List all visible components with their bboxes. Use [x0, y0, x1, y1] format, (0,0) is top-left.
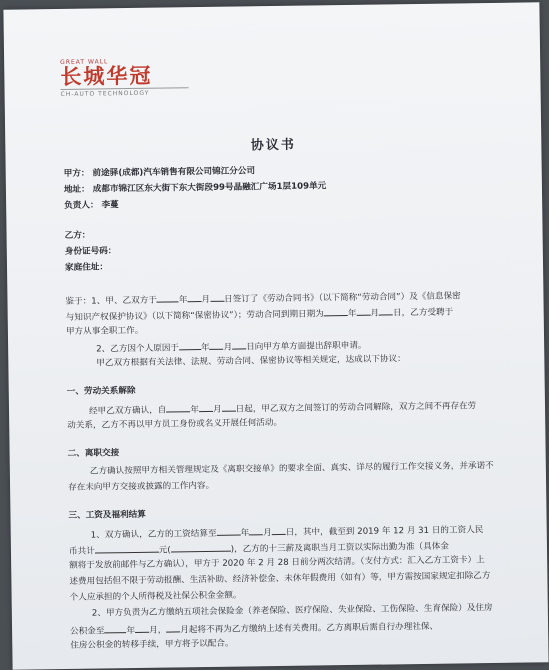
blank: [356, 307, 370, 316]
section-3-line-4: 述费用包括但不限于劳动报酬、生活补助、经济补偿金、未休年假费用（如有）等，甲方需按国家规定扣除乙方: [69, 571, 491, 587]
text: 日，乙方受聘于: [392, 307, 454, 319]
party-a-block: [64, 166, 255, 180]
blank: [166, 623, 180, 632]
section-3-line-1: [91, 523, 484, 541]
blank: [379, 306, 393, 315]
section-1-line-1: [89, 399, 476, 417]
text: 鉴于：1、甲、乙双方于: [65, 295, 157, 307]
blank: [324, 307, 348, 316]
text: 与知识产权保护协议》（以下简称“保密协议”）；劳动合同到期日期为: [65, 309, 324, 323]
text: 日，其中，截至到 2019 年 12 月 31 日的工资人民: [285, 525, 484, 538]
text: 月起将不再为乙方缴纳上述有关费用。乙方离职后需自行办理社保、: [180, 621, 439, 636]
document-title: 协议书: [250, 137, 296, 154]
logo-english-name: CH-AUTO TECHNOLOGY: [61, 87, 189, 98]
section-3-line-6: 2、甲方负责为乙方缴纳五项社会保险金（养老保险、医疗保险、失业保险、工伤保险、生育保险）及住房: [91, 603, 493, 619]
blank: [135, 624, 149, 633]
blank: [249, 526, 263, 535]
contract-page: [3, 2, 548, 669]
blank: [272, 526, 286, 535]
text: 经甲乙双方确认，自: [88, 405, 167, 417]
blank: [199, 403, 213, 412]
intro-line-3: 甲方从事全职工作。: [65, 325, 144, 337]
text: 日起，甲乙双方之间签订的劳动合同解除，双方之间不再存在劳: [235, 401, 477, 415]
text: 1、双方确认，乙方的工资结算至: [90, 528, 217, 541]
intro-line-4: [96, 339, 367, 356]
text: 年: [190, 405, 200, 416]
party-a-name: 前途驿(成都)汽车销售有限公司锦江分公司: [92, 166, 256, 179]
text: 年: [240, 528, 250, 539]
text: 月，: [149, 625, 167, 636]
text: 月: [370, 308, 380, 319]
text: 2、乙方因个人原因于: [96, 343, 180, 355]
blank: [166, 403, 190, 412]
section-3-line-2: [69, 540, 449, 558]
party-a-address: 成都市锦江区东大街下东大街段99号晶融汇广场1层109单元: [92, 181, 327, 195]
address-label: 地址：: [63, 184, 90, 195]
text: 日向甲方单方面提出辞职申请。: [246, 340, 367, 353]
party-b-home-label: 家庭住址：: [64, 262, 109, 273]
text: 年: [178, 295, 188, 306]
section-3-line-3: 额将于发放前邮件与乙方确认），甲方于 2020 年 2 月 28 日前分两次结清。（支付方式：汇入乙方工资卡）上: [69, 555, 485, 571]
party-a-label: 甲方：: [63, 168, 90, 179]
party-b-id-label: 身份证号码：: [64, 246, 117, 257]
section-3-line-5: 个人应承担的个人所得税及社保公积金金额。: [69, 590, 242, 603]
party-a-address-line: [64, 181, 326, 196]
section-3-line-7: [70, 620, 438, 638]
rep-label: 负责人：: [64, 200, 99, 211]
text: 公积金至: [70, 626, 105, 637]
section-1-line-2: 动关系，乙方不再以甲方员工身份或名义开展任何活动。: [67, 417, 283, 431]
text: 元(: [158, 545, 171, 556]
logo-chinese-name: 长城华冠: [60, 63, 153, 89]
blank: [209, 341, 223, 350]
text: 币共计: [68, 546, 95, 557]
blank: [216, 527, 240, 536]
section-3-heading: 三、工资及福利结算: [68, 509, 146, 521]
text: 月: [223, 342, 233, 353]
text: 月: [212, 404, 222, 415]
logo-top-text: GREAT WALL: [60, 58, 109, 66]
blank: [104, 624, 126, 633]
section-2-line-1: 乙方确认按照甲方相关管理规定及《离职交接单》的要求全面、真实、详尽的履行工作交接义务，并承诺不: [89, 460, 494, 477]
company-logo: [60, 57, 189, 98]
text: 年: [126, 625, 136, 637]
party-a-rep-line: [64, 200, 119, 212]
party-b-label: 乙方：: [64, 230, 91, 241]
blank: [157, 293, 179, 302]
party-a-rep: 李蔓: [101, 200, 119, 211]
section-3-line-8: 住房公积金的转移手续，甲方将予以配合。: [70, 638, 234, 651]
blank: [232, 340, 246, 349]
intro-line-1: [65, 289, 460, 308]
blank: [210, 293, 224, 302]
blank: [187, 293, 201, 302]
blank: [95, 544, 159, 554]
blank: [179, 341, 201, 350]
text: 日签订了《劳动合同书》（以下简称“劳动合同”）及《信息保密: [224, 291, 461, 305]
text: 年: [347, 308, 357, 319]
text: )，乙方的十三薪及离职当月工资以实际出勤为准（具体金: [230, 541, 449, 555]
blank: [171, 543, 231, 553]
text: 年: [200, 342, 210, 354]
section-2-line-2: 存在未向甲方交接或披露的工作内容。: [68, 480, 215, 493]
section-2-heading: 二、离职交接: [67, 448, 120, 459]
text: 月: [263, 528, 272, 539]
blank: [222, 403, 236, 412]
intro-line-5: 甲乙双方根据有关法律、法规、劳动合同、保密协议等相关规定，达成以下协议：: [96, 354, 406, 369]
intro-line-2: [66, 306, 454, 324]
text: 月: [201, 294, 211, 306]
section-1-heading: 一、劳动关系解除: [66, 385, 136, 397]
